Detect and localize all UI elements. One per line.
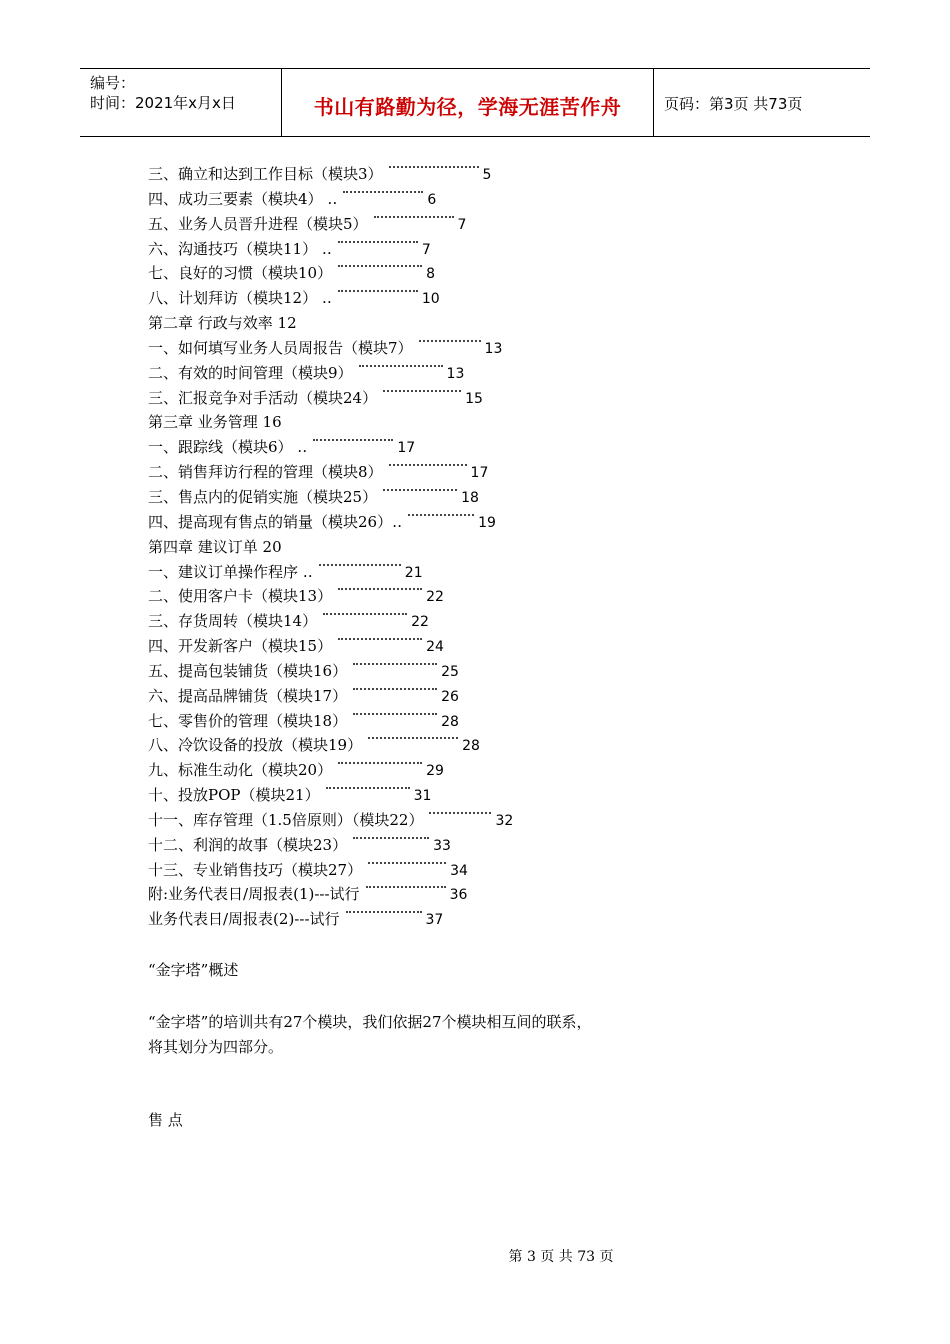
toc-leader-dots [389, 464, 467, 474]
header-motto: 书山有路勤为径，学海无涯苦作舟 [313, 95, 622, 119]
toc-entry [148, 758, 648, 783]
toc-page-number: 28 [441, 713, 459, 730]
toc-page-number: 13 [446, 365, 465, 382]
toc-page-number: 24 [426, 639, 444, 656]
toc-leader-dots [313, 439, 393, 449]
page-header [80, 68, 870, 137]
toc-entry-title: 十一、库存管理（1.5倍原则）（模块22） [148, 810, 424, 829]
toc-leader-dots [319, 564, 401, 574]
toc-leader-dots [338, 241, 418, 251]
toc-entry-title: 三、汇报竞争对手活动（模块24） [148, 388, 378, 407]
toc-entry [148, 237, 648, 262]
header-page-info: 页码：第3页 共73页 [664, 95, 803, 113]
toc-entry-title: 七、良好的习惯（模块10） [148, 264, 333, 283]
toc-entry [148, 882, 648, 907]
toc-page-number: 17 [397, 440, 416, 457]
toc-page-number: 28 [462, 738, 480, 755]
toc-entry-title: 九、标准生动化（模块20） [148, 761, 333, 780]
toc-entry-title: 三、售点内的促销实施（模块25） [148, 487, 378, 506]
toc-page-number: 5 [482, 167, 492, 183]
toc-entry [148, 535, 648, 560]
toc-leader-dots [408, 514, 474, 524]
toc-leader-dots [353, 688, 437, 698]
toc-leader-dots [353, 837, 429, 847]
toc-page-number: 7 [457, 216, 467, 233]
toc-entry-title: 二、使用客户卡（模块13） [148, 587, 333, 606]
toc-entry [148, 386, 648, 411]
toc-entry [148, 783, 648, 808]
toc-page-number: 13 [484, 340, 503, 357]
toc-entry-title: 六、提高品牌铺货（模块17） [148, 686, 348, 705]
table-of-contents [148, 162, 648, 932]
toc-entry [148, 659, 648, 684]
toc-leader-dots [338, 762, 422, 772]
toc-page-number: 22 [426, 589, 444, 606]
toc-entry [148, 460, 648, 485]
toc-page-number: 22 [411, 614, 429, 631]
toc-leader-dots [389, 166, 479, 176]
toc-entry [148, 311, 648, 336]
toc-leader-dots [343, 191, 423, 201]
toc-entry-title: 附:业务代表日/周报表(1)---试行 [148, 885, 360, 904]
toc-leader-dots [338, 588, 422, 598]
toc-entry [148, 634, 648, 659]
toc-entry-title: 一、如何填写业务人员周报告（模块7） [148, 338, 413, 357]
toc-leader-dots [383, 390, 461, 400]
toc-leader-dots [359, 365, 443, 375]
header-meta [80, 69, 282, 136]
toc-entry-title: 八、计划拜访（模块12） ‥ [148, 289, 332, 308]
sales-point-heading: 售 点 [148, 1111, 183, 1129]
toc-entry [148, 286, 648, 311]
toc-page-number: 17 [470, 465, 489, 482]
toc-entry [148, 833, 648, 858]
toc-leader-dots [383, 489, 457, 499]
toc-entry [148, 907, 648, 932]
toc-leader-dots [366, 886, 446, 896]
toc-page-number: 29 [426, 763, 444, 780]
toc-entry-title: 四、成功三要素（模块4） ‥ [148, 189, 338, 208]
toc-entry [148, 808, 648, 833]
toc-entry [148, 560, 648, 585]
toc-page-number: 8 [426, 266, 436, 283]
overview-line-1: “金字塔”的培训共有27个模块，我们依据27个模块相互间的联系， [148, 1013, 592, 1031]
toc-leader-dots [368, 737, 458, 747]
toc-entry-title: 七、零售价的管理（模块18） [148, 711, 348, 730]
toc-page-number: 36 [449, 887, 468, 904]
toc-entry [148, 684, 648, 709]
toc-page-number: 10 [421, 291, 440, 308]
toc-entry-title: 六、沟通技巧（模块11） ‥ [148, 239, 332, 258]
header-motto-cell [282, 69, 654, 136]
toc-entry-title: 第二章 行政与效率 12 [148, 314, 297, 333]
toc-leader-dots [429, 812, 491, 822]
toc-page-number: 25 [441, 663, 459, 680]
toc-leader-dots [374, 216, 454, 226]
toc-page-number: 31 [413, 788, 432, 805]
toc-leader-dots [346, 911, 422, 921]
toc-entry [148, 162, 648, 187]
toc-entry [148, 510, 648, 535]
toc-entry [148, 435, 648, 460]
toc-page-number: 6 [427, 191, 437, 208]
toc-leader-dots [338, 638, 422, 648]
toc-entry-title: 三、存货周转（模块14） [148, 612, 318, 631]
toc-entry [148, 410, 648, 435]
toc-entry [148, 361, 648, 386]
toc-page-number: 21 [404, 564, 423, 581]
toc-entry-title: 第三章 业务管理 16 [148, 413, 282, 432]
toc-entry [148, 609, 648, 634]
toc-page-number: 18 [461, 489, 479, 506]
toc-leader-dots [353, 663, 437, 673]
toc-entry-title: 八、冷饮设备的投放（模块19） [148, 736, 363, 755]
toc-entry-title: 五、业务人员晋升进程（模块5） [148, 214, 368, 233]
overview-title: “金字塔”概述 [148, 961, 239, 979]
toc-leader-dots [338, 265, 422, 275]
header-page-info-cell [654, 69, 870, 136]
toc-entry-title: 三、确立和达到工作目标（模块3） [148, 165, 383, 183]
page-footer: 第 3 页 共 73 页 [508, 1249, 614, 1265]
toc-leader-dots [326, 787, 410, 797]
toc-entry [148, 336, 648, 361]
toc-entry [148, 584, 648, 609]
document-date: 时间：2021年x月x日 [90, 94, 236, 112]
toc-entry [148, 858, 648, 883]
toc-leader-dots [323, 613, 407, 623]
toc-leader-dots [338, 290, 418, 300]
toc-leader-dots [353, 713, 437, 723]
document-number-label: 编号： [90, 74, 136, 92]
toc-entry-title: 二、有效的时间管理（模块9） [148, 363, 353, 382]
overview-line-2: 将其划分为四部分。 [148, 1038, 284, 1056]
toc-page-number: 19 [478, 514, 496, 531]
toc-entry [148, 212, 648, 237]
toc-entry [148, 485, 648, 510]
toc-entry [148, 261, 648, 286]
toc-page-number: 26 [441, 688, 459, 705]
toc-entry-title: 一、跟踪线（模块6） ‥ [148, 438, 308, 457]
toc-page-number: 34 [450, 862, 468, 879]
toc-page-number: 15 [465, 390, 483, 407]
toc-entry-title: 十二、利润的故事（模块23） [148, 835, 348, 854]
toc-entry-title: 四、提高现有售点的销量（模块26）‥ [148, 512, 403, 531]
toc-entry [148, 709, 648, 734]
toc-entry-title: 第四章 建议订单 20 [148, 537, 282, 556]
toc-entry-title: 十、投放POP（模块21） [148, 786, 320, 805]
toc-entry-title: 四、开发新客户（模块15） [148, 637, 333, 656]
toc-page-number: 33 [433, 837, 451, 854]
toc-entry-title: 十三、专业销售技巧（模块27） [148, 860, 363, 879]
toc-entry-title: 五、提高包装铺货（模块16） [148, 661, 348, 680]
toc-page-number: 32 [495, 812, 514, 829]
toc-entry-title: 业务代表日/周报表(2)---试行 [148, 910, 340, 929]
toc-page-number: 7 [421, 241, 431, 258]
toc-page-number: 37 [425, 912, 444, 929]
toc-entry-title: 二、销售拜访行程的管理（模块8） [148, 463, 383, 482]
toc-entry-title: 一、建议订单操作程序 ‥ [148, 562, 313, 581]
toc-leader-dots [368, 862, 446, 872]
toc-entry [148, 733, 648, 758]
toc-entry [148, 187, 648, 212]
toc-leader-dots [419, 340, 481, 350]
